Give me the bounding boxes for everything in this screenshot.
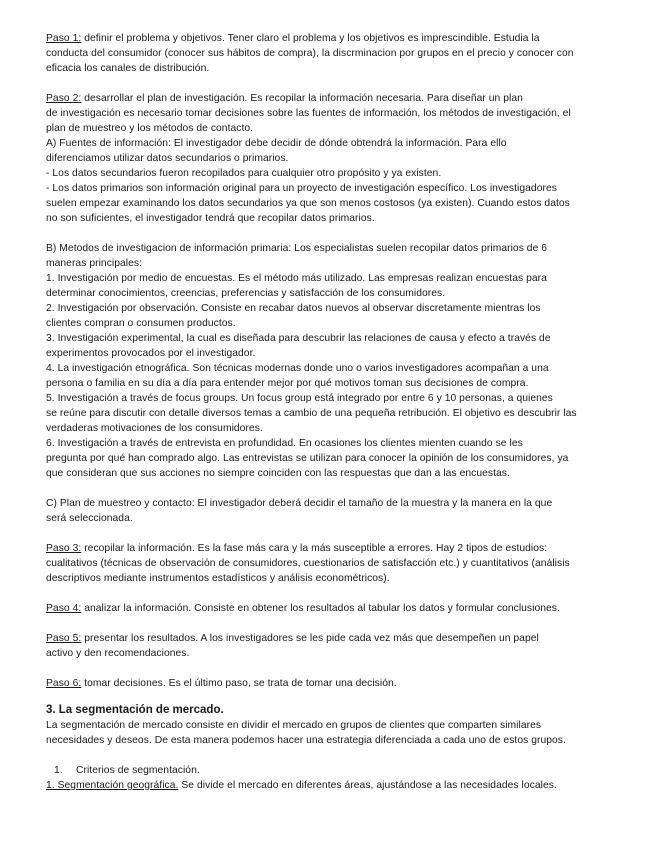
metodos-line-7: 3. Investigación experimental, la cual es diseñada para descubrir las relaciones de causa y efecto a través de	[46, 333, 551, 344]
paso2-line-3: plan de muestreo y los métodos de contacto.	[46, 123, 254, 134]
paso1-line: Paso 1: definir el problema y objetivos. Tener claro el problema y los objetivos es imprescindible. Estudia la	[46, 33, 540, 44]
metodos-line-8: experimentos provocados por el investigador.	[46, 348, 256, 359]
metodos-line-14: 6. Investigación a través de entrevista en profundidad. En ocasiones los clientes mienten cuando se les	[46, 438, 523, 449]
secundarios-line: - Los datos secundarios fueron recopilados para cualquier otro propósito y ya existen.	[46, 168, 442, 179]
primarios-line-2: suelen empezar examinando los datos secundarios ya que son menos costosos (ya existen). Cuando estos datos	[46, 198, 570, 209]
metodos-line-5: 2. Investigación por observación. Consiste en recabar datos nuevos al observar discretamente mientras los	[46, 303, 541, 314]
segmentacion-line-1: La segmentación de mercado consiste en dividir el mercado en grupos de clientes que comparten similares	[46, 720, 542, 731]
metodos-line-3: 1. Investigación por medio de encuestas. Es el método más utilizado. Las empresas realizan encuestas para	[46, 273, 547, 284]
paso5-line-2: activo y den recomendaciones.	[46, 648, 190, 659]
metodos-line-1: B) Metodos de investigacion de información primaria: Los especialistas suelen recopilar datos primarios de 6	[46, 243, 548, 254]
metodos-line-12: se reúne para discutir con detalle diversos temas a cambio de una pequeña retribución. El objetivo es descubrir las	[46, 408, 577, 419]
primarios-line-3: no son suficientes, el investigador tendrá que recopilar datos primarios.	[46, 213, 375, 224]
metodos-line-6: clientes compran o consumen productos.	[46, 318, 236, 329]
paso6-label: Paso 6:	[46, 678, 82, 689]
plan-line-2: será seleccionada.	[46, 513, 133, 524]
paso5-label: Paso 5:	[46, 633, 82, 644]
metodos-line-4: determinar conocimientos, creencias, preferencias y satisfacción de los consumidores.	[46, 288, 446, 299]
fuentes-line-2: diferenciamos utilizar datos secundarios o primarios.	[46, 153, 289, 164]
paso5-line: Paso 5: presentar los resultados. A los investigadores se les pide cada vez más que desempeñen un papel	[46, 633, 539, 644]
geografica-line: 1. Segmentación geográfica. Se divide el mercado en diferentes áreas, ajustándose a las necesidades locales.	[46, 780, 557, 791]
criterios-list-item: 1. Criterios de segmentación.	[54, 765, 200, 776]
paso1-label: Paso 1:	[46, 33, 82, 44]
paso4-label: Paso 4:	[46, 603, 82, 614]
metodos-line-10: persona o familia en su día a día para entender mejor por qué motivos toman sus decisiones de compra.	[46, 378, 529, 389]
segmentacion-line-2: necesidades y deseos. De esta manera podemos hacer una estrategia diferenciada a cada uno de estos grupos.	[46, 735, 566, 746]
metodos-line-13: verdaderas motivaciones de los consumidores.	[46, 423, 263, 434]
paso6-line: Paso 6: tomar decisiones. Es el último paso, se trata de tomar una decisión.	[46, 678, 397, 689]
geografica-label: 1. Segmentación geográfica.	[46, 780, 179, 791]
primarios-line-1: - Los datos primarios son información original para un proyecto de investigación específico. Los investigadores	[46, 183, 557, 194]
paso2-line-2: de investigación es necesario tomar decisiones sobre las fuentes de información, los métodos de investigación, el	[46, 108, 571, 119]
paso1-line-2: conducta del consumidor (conocer sus hábitos de compra), la discrminacion por grupos en el precio y conocer con	[46, 48, 574, 59]
paso3-label: Paso 3:	[46, 543, 82, 554]
metodos-line-15: pregunta por qué han comprado algo. Las entrevistas se utilizan para conocer la opinión de los consumidores, ya	[46, 453, 569, 464]
plan-line-1: C) Plan de muestreo y contacto: El investigador deberá decidir el tamaño de la muestra y la manera en la que	[46, 498, 553, 509]
paso3-line-3: descriptivos mediante instrumentos estadísticos y análisis econométricos).	[46, 573, 390, 584]
metodos-line-2: maneras principales:	[46, 258, 143, 269]
metodos-line-16: que consideran que sus acciones no siempre coinciden con las respuestas que dan a las encuestas.	[46, 468, 510, 479]
fuentes-line-1: A) Fuentes de información: El investigador debe decidir de dónde obtendrá la información. Para ello	[46, 138, 507, 149]
paso2-line: Paso 2: desarrollar el plan de investigación. Es recopilar la información necesaria. Para diseñar un plan	[46, 93, 523, 104]
paso1-line-3: eficacia los canales de distribución.	[46, 63, 210, 74]
segmentacion-heading: 3. La segmentación de mercado.	[46, 704, 224, 716]
paso2-label: Paso 2:	[46, 93, 82, 104]
metodos-line-9: 4. La investigación etnográfica. Son técnicas modernas donde uno o varios investigadores acompañan a una	[46, 363, 549, 374]
paso4-line: Paso 4: analizar la información. Consiste en obtener los resultados al tabular los datos y formular conclusiones.	[46, 603, 560, 614]
paso3-line: Paso 3: recopilar la información. Es la fase más cara y la más susceptible a errores. Hay 2 tipos de estudios:	[46, 543, 548, 554]
metodos-line-11: 5. Investigación a través de focus groups. Un focus group está integrado por entre 6 y 10 personas, a quienes	[46, 393, 553, 404]
paso3-line-2: cualitativos (técnicas de observación de consumidores, cuestionarios de satisfacción etc.) y cuantitativos (análisis	[46, 558, 570, 569]
